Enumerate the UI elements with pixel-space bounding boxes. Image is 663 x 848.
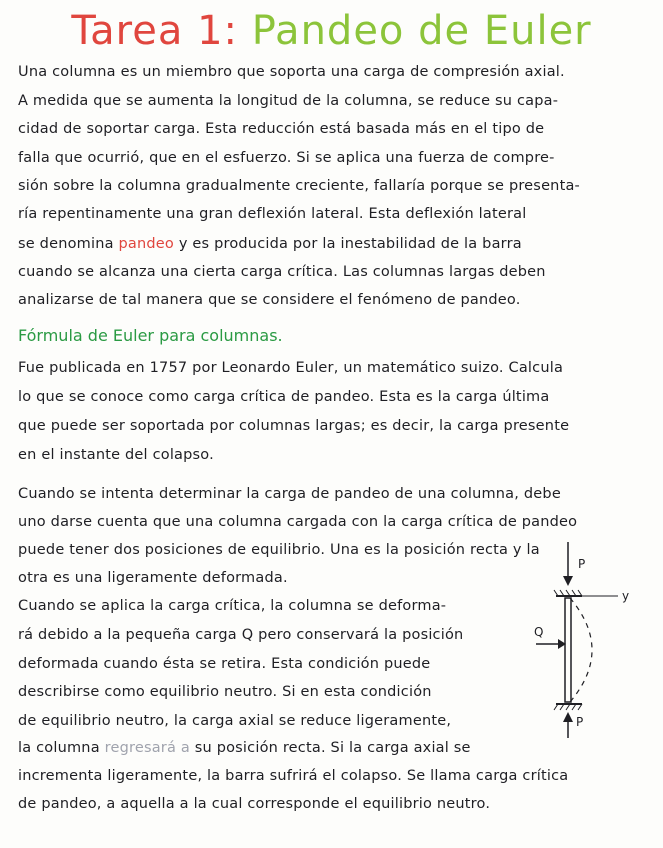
label-p-top: P — [578, 557, 586, 571]
straight-column — [565, 598, 571, 702]
paragraph4-line: deformada cuando ésta se retira. Esta condición puede — [18, 656, 431, 672]
paragraph2-line: Fue publicada en 1757 por Leonardo Euler, un matemático suizo. Calcula — [18, 360, 564, 376]
title-part1: Tarea 1: — [71, 8, 239, 54]
page-title — [0, 8, 663, 54]
bottom-reaction-arrowhead — [563, 712, 573, 722]
paragraph1-line: falla que ocurrió, que en el esfuerzo. Si se aplica una fuerza de compre- — [18, 150, 555, 166]
paragraph1-text: se denomina — [18, 236, 114, 252]
paragraph3-line: Cuando se intenta determinar la carga de pandeo de una columna, debe — [18, 486, 561, 502]
section-heading: Fórmula de Euler para columnas. — [18, 326, 283, 345]
paragraph3-line: otra es una ligeramente deformada. — [18, 570, 288, 586]
paragraph3-line: puede tener dos posiciones de equilibrio. Una es la posición recta y la — [18, 542, 540, 558]
paragraph1-line: A medida que se aumenta la longitud de la columna, se reduce su capa- — [18, 93, 559, 109]
paragraph1-line: ría repentinamente una gran deflexión lateral. Esta deflexión lateral — [18, 206, 527, 222]
paragraph1-line: cuando se alcanza una cierta carga crítica. Las columnas largas deben — [18, 264, 546, 280]
paragraph1-line: analizarse de tal manera que se considere el fenómeno de pandeo. — [18, 292, 521, 308]
paragraph1-line: Una columna es un miembro que soporta una carga de compresión axial. — [18, 64, 565, 80]
paragraph1-line — [18, 236, 522, 252]
paragraph4-line — [18, 740, 471, 756]
paragraph1-line: cidad de soportar carga. Esta reducción está basada más en el tipo de — [18, 121, 545, 137]
label-y: y — [622, 589, 630, 603]
title-part2: Pandeo de Euler — [251, 8, 592, 54]
paragraph2-line: que puede ser soportada por columnas largas; es decir, la carga presente — [18, 418, 570, 434]
paragraph4-line: describirse como equilibrio neutro. Si en esta condición — [18, 684, 432, 700]
paragraph2-line: lo que se conoce como carga crítica de pandeo. Esta es la carga última — [18, 389, 550, 405]
highlight-word: pandeo — [118, 236, 174, 252]
label-p-bottom: P — [576, 715, 584, 729]
paragraph2-line: en el instante del colapso. — [18, 447, 214, 463]
paragraph4-line: incrementa ligeramente, la barra sufrirá el colapso. Se llama carga crítica — [18, 768, 569, 784]
faint-text: regresará a — [104, 740, 190, 756]
column-buckling-diagram — [518, 540, 663, 750]
paragraph4-line: Cuando se aplica la carga crítica, la columna se deforma- — [18, 598, 447, 614]
paragraph3-line: uno darse cuenta que una columna cargada con la carga crítica de pandeo — [18, 514, 578, 530]
deflected-shape — [570, 598, 592, 702]
paragraph4-text: su posición recta. Si la carga axial se — [194, 740, 471, 756]
paragraph4-line: de pandeo, a aquella a la cual corresponde el equilibrio neutro. — [18, 796, 491, 812]
paragraph1-line: sión sobre la columna gradualmente creciente, fallaría porque se presenta- — [18, 178, 580, 194]
paragraph4-line: rá debido a la pequeña carga Q pero conservará la posición — [18, 627, 464, 643]
top-load-arrowhead — [563, 576, 573, 586]
paragraph1-text: y es producida por la inestabilidad de la barra — [178, 236, 522, 252]
label-q: Q — [534, 625, 544, 639]
paragraph4-text: la columna — [18, 740, 100, 756]
paragraph4-line: de equilibrio neutro, la carga axial se reduce ligeramente, — [18, 713, 452, 729]
column-diagram-svg — [518, 540, 663, 750]
